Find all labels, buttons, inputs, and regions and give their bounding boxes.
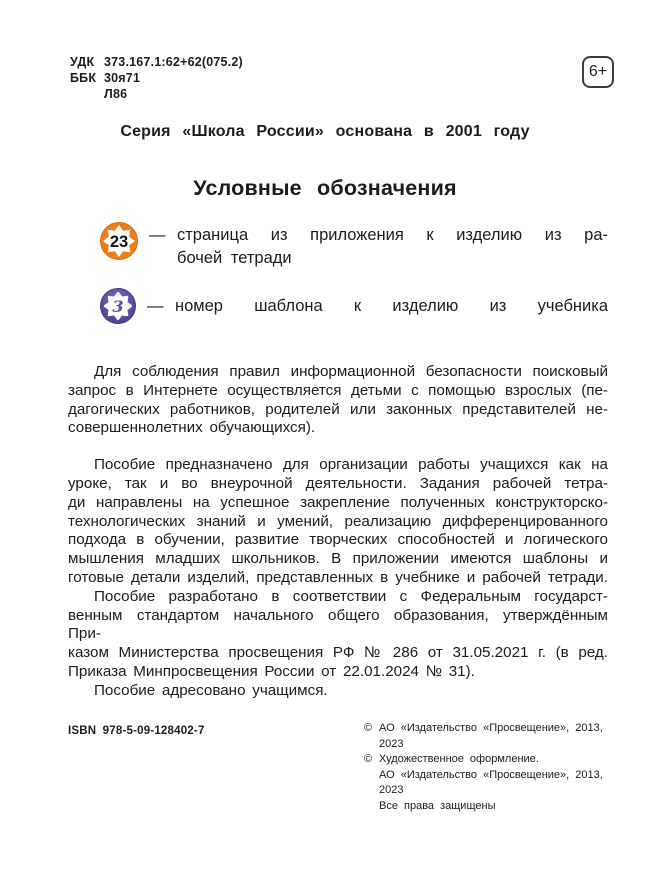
legend-line: номер шаблона к изделию из учебника bbox=[175, 296, 608, 315]
body-line: ди направлены на успешное закрепление полученных конструкторско- bbox=[68, 493, 608, 511]
page-title: Условные обозначения bbox=[193, 176, 457, 200]
series-line: Серия «Школа России» основана в 2001 году bbox=[120, 123, 530, 140]
body-line: казом Министерства просвещения РФ № 286 от 31.05.2021 г. (в ред. bbox=[68, 644, 608, 662]
body-line: Приказа Минпросвещения России от 22.01.2024 № 31). bbox=[68, 662, 475, 680]
copyright-text: АО «Издательство «Просвещение», 2013, 2023 bbox=[379, 768, 603, 797]
body-line: подхода в обучении, развитие творческих способностей и логического bbox=[68, 531, 608, 549]
legend-line: бочей тетради bbox=[177, 249, 292, 267]
workbook-page-number: 23 bbox=[109, 233, 129, 251]
legend-item-template-number bbox=[100, 288, 608, 324]
copyright-line bbox=[364, 752, 610, 768]
body-line: совершеннолетних обучающихся). bbox=[68, 419, 316, 437]
copyright-text: АО «Издательство «Просвещение», 2013, 2023 bbox=[379, 722, 603, 750]
body-line: дагогических работников, родителей или законных представителей не- bbox=[68, 400, 608, 418]
copyright-mark bbox=[364, 799, 379, 815]
udk-row bbox=[70, 54, 243, 70]
body-line: Пособие разработано в соответствии с Федеральным государст- bbox=[94, 587, 608, 605]
legend bbox=[100, 222, 608, 324]
author-code: Л86 bbox=[104, 87, 128, 101]
body-line: готовые детали изделий, представленных в учебнике и рабочей тетради. bbox=[68, 568, 608, 586]
body-line: Пособие адресовано учащимся. bbox=[94, 681, 328, 699]
legend-item-workbook-page bbox=[100, 222, 608, 270]
annotation-text bbox=[68, 363, 608, 701]
template-number-badge-icon bbox=[100, 288, 136, 324]
bbk-label: ББК bbox=[70, 71, 97, 85]
copyright-line bbox=[364, 799, 610, 815]
udk-value: 373.167.1:62+62(075.2) bbox=[104, 55, 243, 69]
template-number: 3 bbox=[112, 297, 124, 317]
legend-item-text bbox=[177, 222, 608, 270]
author-code-row bbox=[70, 86, 243, 102]
copyright-mark bbox=[364, 768, 379, 799]
legend-dash: — bbox=[147, 296, 164, 315]
body-line: уроке, так и во внеурочной деятельности. Задания рабочей тетра- bbox=[68, 474, 608, 492]
body-line: запрос в Интернете осуществляется детьми с помощью взрослых (пе- bbox=[68, 381, 608, 399]
copyright-mark: © bbox=[364, 722, 373, 734]
isbn: ISBN 978-5-09-128402-7 bbox=[68, 725, 205, 737]
body-line: венным стандартом начального общего образования, утверждённым При- bbox=[68, 606, 608, 643]
bibliographic-block bbox=[70, 54, 243, 102]
paragraph-gap bbox=[68, 438, 608, 456]
age-rating-badge: 6+ bbox=[582, 56, 614, 88]
udk-label: УДК bbox=[70, 55, 95, 69]
copyright-line bbox=[364, 768, 610, 799]
copyright-mark: © bbox=[364, 753, 373, 766]
legend-line: страница из приложения к изделию из ра- bbox=[177, 226, 608, 244]
copyright-block bbox=[364, 721, 610, 815]
legend-dash: — bbox=[149, 226, 166, 244]
workbook-page-badge-icon bbox=[100, 222, 138, 260]
bbk-value: 30я71 bbox=[104, 71, 141, 85]
body-line: Пособие предназначено для организации работы учащихся как на bbox=[94, 456, 608, 474]
body-line: Для соблюдения правил информационной безопасности поисковый bbox=[94, 363, 608, 380]
body-line: технологических знаний и умений, реализацию дифференцированного bbox=[68, 512, 608, 530]
bbk-row bbox=[70, 70, 243, 86]
legend-item-text bbox=[175, 295, 608, 318]
copyright-text: Все права защищены bbox=[379, 799, 496, 812]
copyright-line bbox=[364, 721, 610, 752]
body-line: мышления младших школьников. В приложении имеются шаблоны и bbox=[68, 550, 608, 568]
copyright-text: Художественное оформление. bbox=[379, 753, 539, 766]
